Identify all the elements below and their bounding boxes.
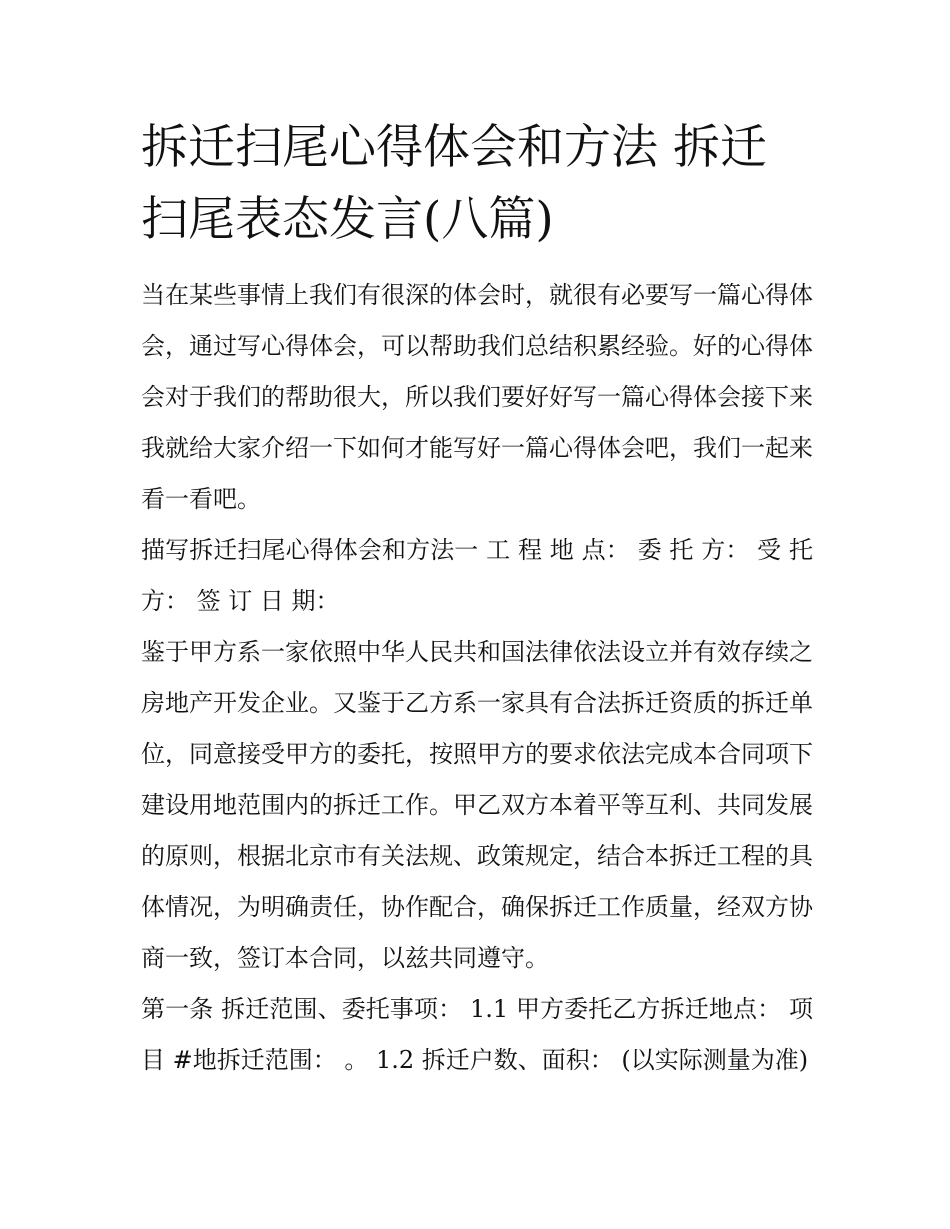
document-body bbox=[141, 112, 813, 1086]
contract-preamble-paragraph: 鉴于甲方系一家依照中华人民共和国法律依法设立并有效存续之房地产开发企业。又鉴于乙方系一家具有合法拆迁资质的拆迁单位，同意接受甲方的委托，按照甲方的要求依法完成本合同项下建设用地范围内的拆迁工作。甲乙双方本着平等互利、共同发展的原则，根据北京市有关法规、政策规定，结合本拆迁工程的具体情况，为明确责任，协作配合，确保拆迁工作质量，经双方协商一致，签订本合同，以兹共同遵守。 bbox=[141, 638, 813, 972]
contract-header-paragraph: 描写拆迁扫尾心得体会和方法一 工 程 地 点： 委 托 方： 受 托 方： 签 订 日 期： bbox=[141, 536, 813, 615]
article-one-paragraph: 第一条 拆迁范围、委托事项： 1.1 甲方委托乙方拆迁地点： 项目 #地拆迁范围： 。 1.2 拆迁户数、面积： (以实际测量为准) bbox=[141, 995, 813, 1074]
document-title: 拆迁扫尾心得体会和方法 拆迁扫尾表态发言(八篇) bbox=[141, 120, 767, 247]
intro-paragraph: 当在某些事情上我们有很深的体会时，就很有必要写一篇心得体会，通过写心得体会，可以帮助我们总结积累经验。好的心得体会对于我们的帮助很大，所以我们要好好写一篇心得体会接下来我就给大家介绍一下如何才能写好一篇心得体会吧，我们一起来看一看吧。 bbox=[141, 281, 813, 513]
